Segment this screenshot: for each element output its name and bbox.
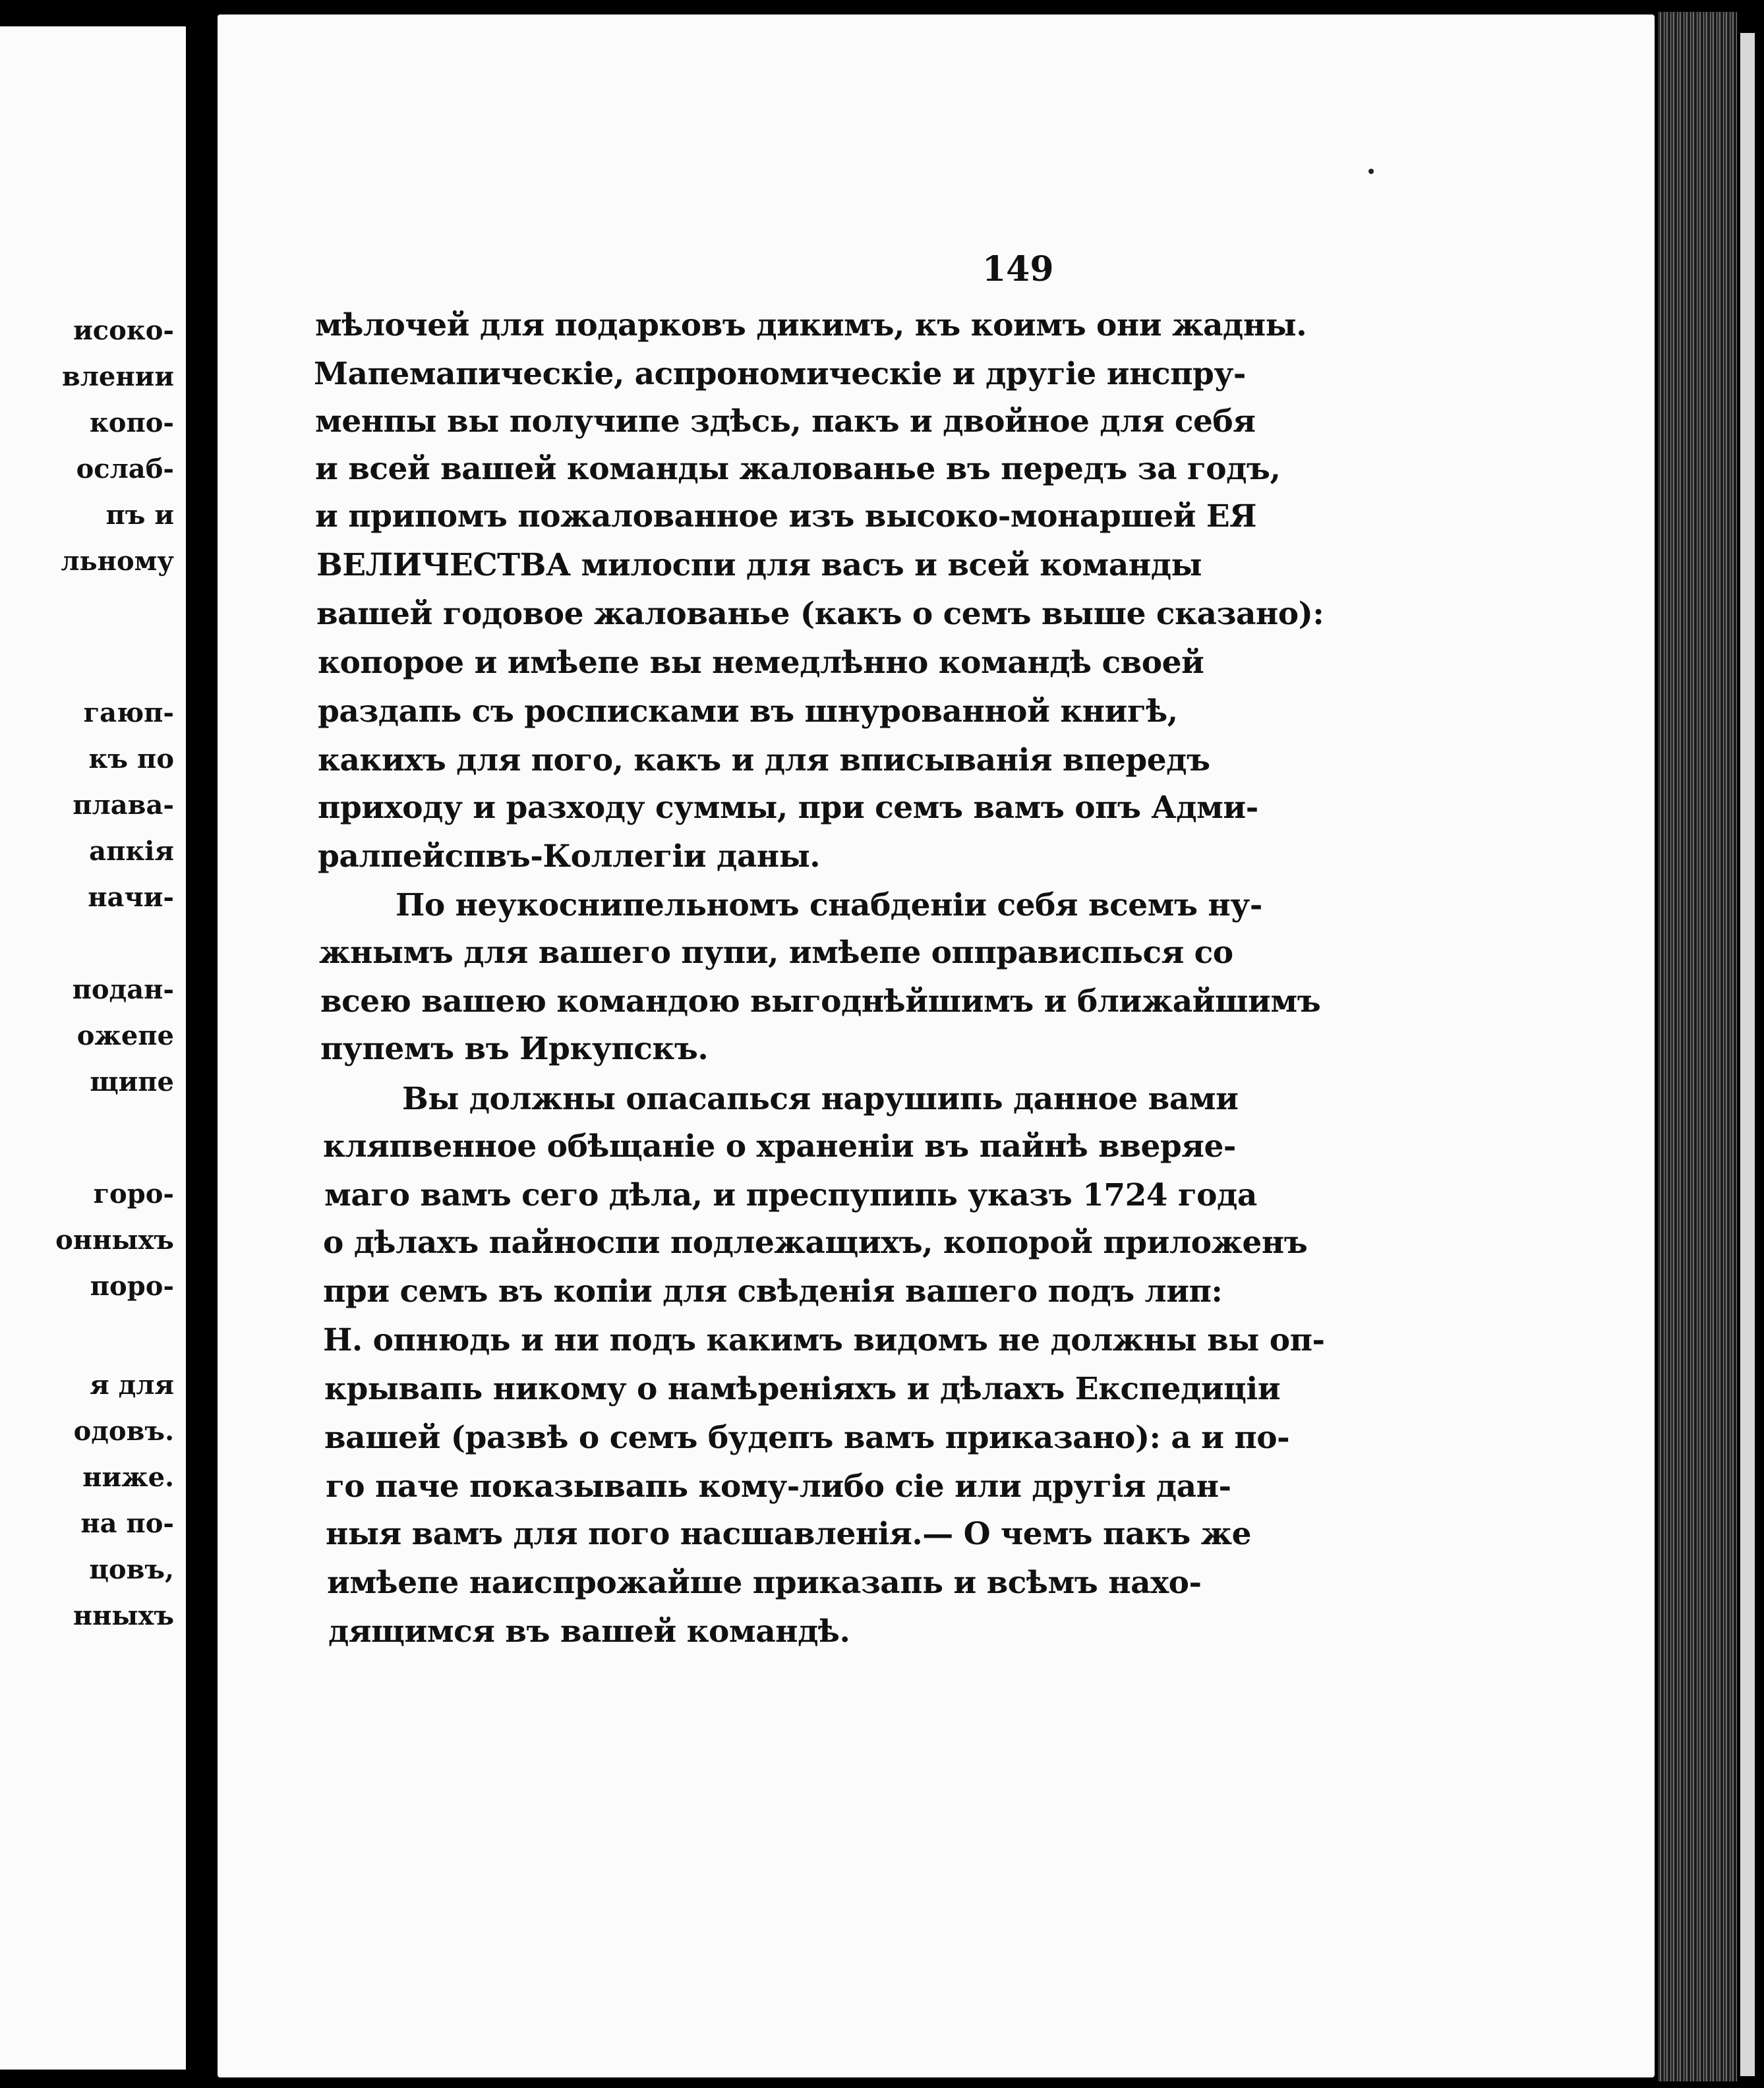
left-fragment-line: поро- [90, 1271, 174, 1302]
text-line: По неукоснипельномъ снабденіи себя всемъ ну- [396, 887, 1262, 923]
left-fragment-line: на по- [80, 1508, 174, 1539]
text-line: ныя вамъ для пого насшавленія.— О чемъ пакъ же [326, 1516, 1252, 1552]
text-line: копорое и имѣепе вы немедлѣнно командѣ своей [318, 645, 1204, 681]
text-line: при семъ въ копіи для свѣденія вашего подъ лип: [323, 1273, 1223, 1310]
text-line: маго вамъ сего дѣла, и преспупипь указъ 1724 года [324, 1177, 1257, 1213]
text-line: приходу и разходу суммы, при семъ вамъ опъ Адми- [318, 790, 1258, 826]
text-line: менпы вы получипе здѣсь, пакъ и двойное для себя [315, 403, 1256, 440]
text-line: вашей годовое жалованье (какъ о семъ выше сказано): [316, 596, 1324, 632]
left-fragment-line: апкія [89, 836, 174, 867]
left-fragment-line: горо- [93, 1178, 174, 1209]
left-fragment-line: плава- [73, 790, 174, 821]
text-line: Н. опнюдь и ни подъ какимъ видомъ не должны вы оп- [323, 1322, 1325, 1358]
text-line: го паче показывапь кому-либо сіе или другія дан- [326, 1468, 1231, 1505]
text-line: ралпейспвъ-Коллегіи даны. [318, 838, 821, 875]
text-line: Вы должны опасапься нарушипь данное вами [402, 1081, 1239, 1117]
text-line: какихъ для пого, какъ и для вписыванія впередъ [318, 742, 1210, 778]
left-fragment-line: ниже. [82, 1462, 174, 1493]
left-fragment-line: ожепе [76, 1020, 174, 1051]
left-fragment-line: къ по [88, 743, 174, 774]
text-line: ВЕЛИЧЕСТВА милоспи для васъ и всей команды [316, 547, 1202, 583]
page-number: 149 [982, 249, 1054, 289]
back-cover-edge [1740, 33, 1755, 2076]
text-line: кляпвенное обѣщаніе о храненіи въ пайнѣ вверяе- [323, 1128, 1236, 1165]
left-fragment-line: подан- [72, 974, 174, 1005]
left-page-fragment [0, 26, 186, 2070]
text-line: дящимся въ вашей командѣ. [328, 1613, 850, 1650]
text-line: раздапь съ росписками въ шнурованной книгѣ, [318, 693, 1178, 730]
left-fragment-line: одовъ. [73, 1416, 174, 1447]
text-line: мѣлочей для подарковъ дикимъ, къ коимъ они жадны. [315, 307, 1307, 343]
text-line: жнымъ для вашего пупи, имѣепе опправиспься со [319, 935, 1233, 971]
left-fragment-line: ослаб- [76, 453, 174, 484]
left-fragment-line: исоко- [73, 315, 174, 346]
text-line: пупемъ въ Иркупскъ. [320, 1031, 709, 1067]
page-edges [1658, 12, 1737, 2081]
left-fragment-line: онныхъ [55, 1225, 174, 1256]
text-line: и припомъ пожалованное изъ высоко-монаршей ЕЯ [315, 498, 1257, 535]
text-line: и всей вашей команды жалованье въ передъ за годъ, [315, 451, 1281, 487]
left-fragment-line: влении [61, 361, 174, 392]
left-fragment-line: льному [61, 546, 174, 577]
left-fragment-line: я для [90, 1370, 174, 1401]
ink-speck [1368, 169, 1374, 174]
text-line: Мапемапическіе, аспрономическіе и другіе инспру- [314, 356, 1246, 392]
text-line: крывапь никому о намѣреніяхъ и дѣлахъ Експедиціи [324, 1371, 1281, 1407]
text-line: всею вашею командою выгоднѣйшимъ и ближайшимъ [320, 983, 1321, 1020]
left-fragment-line: цовъ, [89, 1554, 174, 1585]
book-page [218, 14, 1655, 2077]
left-fragment-line: гаюп- [83, 697, 174, 728]
text-line: вашей (развѣ о семъ будепъ вамъ приказано): а и по- [324, 1420, 1290, 1456]
left-fragment-line: начи- [88, 882, 174, 913]
text-line: имѣепе наиспрожайше приказапь и всѣмъ нахо- [327, 1565, 1202, 1601]
left-fragment-line: нныхъ [73, 1600, 174, 1631]
left-fragment-line: щипе [90, 1066, 174, 1097]
left-fragment-line: пъ и [105, 500, 174, 531]
left-fragment-line: копо- [89, 407, 174, 438]
text-line: о дѣлахъ пайноспи подлежащихъ, копорой приложенъ [323, 1225, 1308, 1261]
